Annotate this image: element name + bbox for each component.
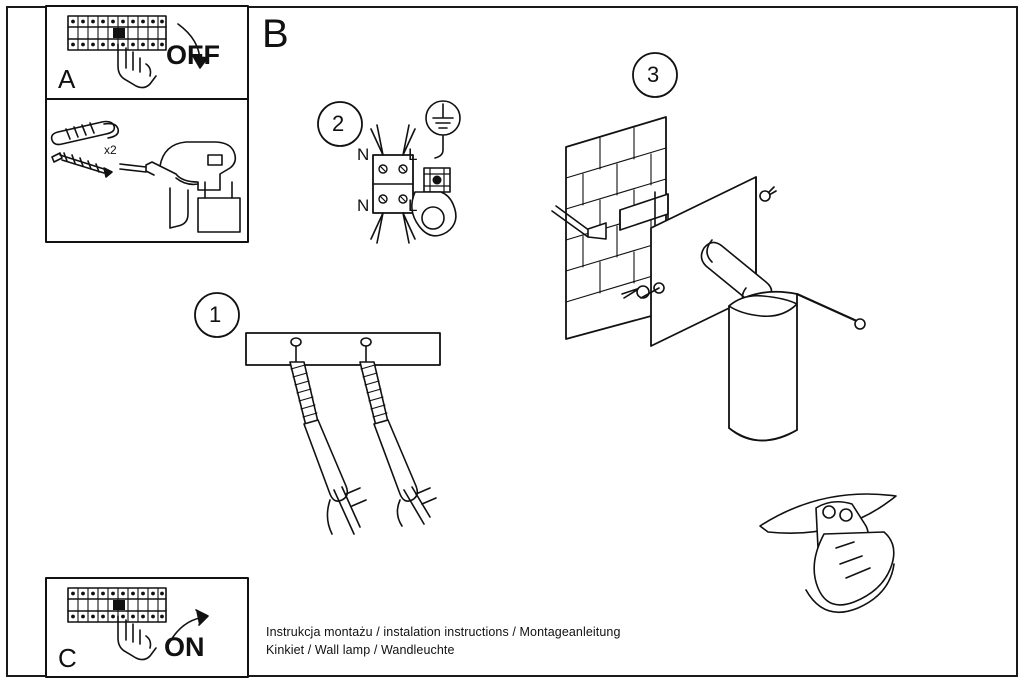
terminal-label-n-top: N xyxy=(357,145,370,164)
panel-a-letter: A xyxy=(58,64,76,94)
earth-ground-icon xyxy=(426,101,460,135)
panel-c-letter: C xyxy=(58,643,77,673)
terminal-label-l-bottom: L xyxy=(408,196,418,215)
step-1-fixing-left xyxy=(290,346,366,534)
document-title: Instrukcja montażu / instalation instructions / Montageanleitung xyxy=(266,625,621,639)
panel-a-action-label: OFF xyxy=(166,40,220,70)
panel-b-letter: B xyxy=(262,12,289,56)
step-2-terminal-block xyxy=(373,155,413,213)
panel-a-terminal-block xyxy=(68,16,166,50)
step-1-fixing-right xyxy=(360,346,436,526)
step-3-shade xyxy=(729,292,865,441)
step-1-mounting-plate xyxy=(246,333,440,365)
gu10-bulb-icon xyxy=(760,494,896,612)
terminal-label-l-top: L xyxy=(408,145,418,164)
tools-quantity-label: x2 xyxy=(104,143,117,157)
step-1-number: 1 xyxy=(209,302,222,327)
document-subtitle: Kinkiet / Wall lamp / Wandleuchte xyxy=(266,643,455,657)
panel-c-terminal-block xyxy=(68,588,166,622)
step-3-number: 3 xyxy=(647,62,660,87)
panel-c-action-label: ON xyxy=(164,632,205,662)
terminal-label-n-bottom: N xyxy=(357,196,370,215)
gu10-socket-icon xyxy=(412,136,456,236)
step-2-number: 2 xyxy=(332,111,345,136)
